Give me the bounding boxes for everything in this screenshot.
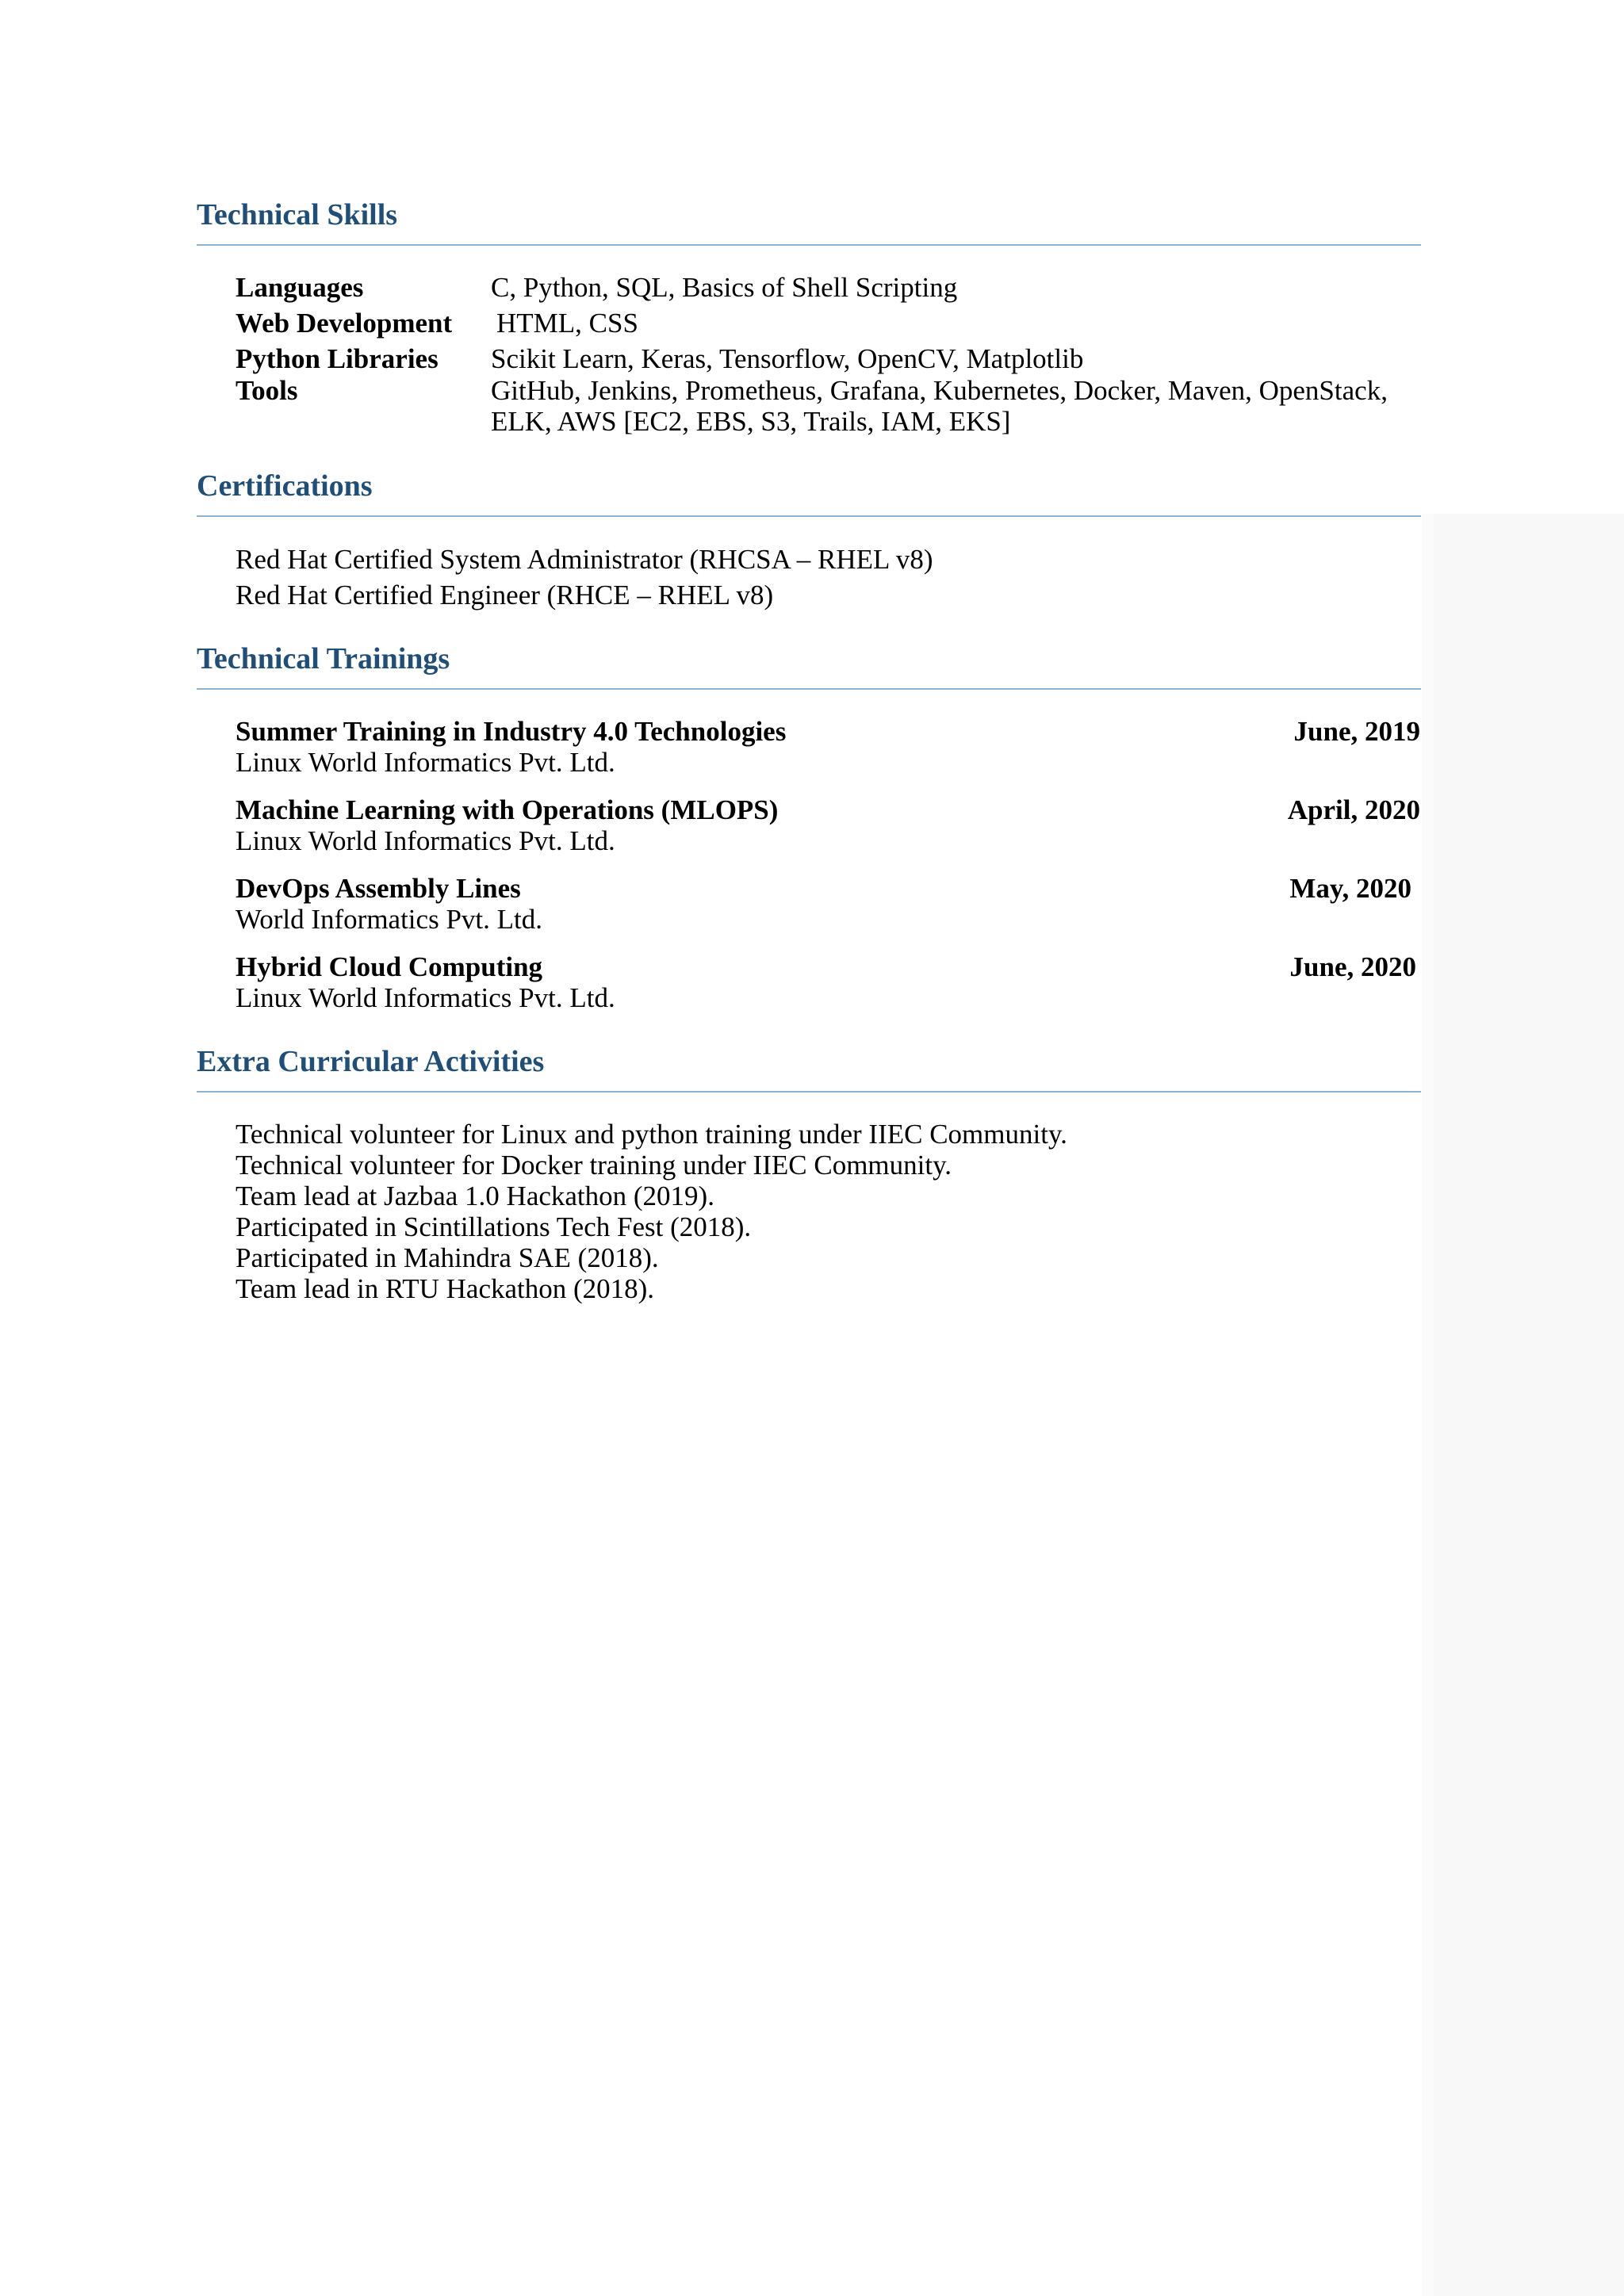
training-title: DevOps Assembly Lines [236,873,521,904]
skill-label-tools: Tools [236,375,298,406]
activity-item: Technical volunteer for Docker training under IIEC Community. [236,1150,952,1181]
activity-item: Team lead in RTU Hackathon (2018). [236,1273,655,1304]
skill-label-web-development: Web Development [236,308,453,339]
training-date: April, 2020 [1287,794,1420,825]
training-title: Hybrid Cloud Computing [236,951,543,982]
skill-value-web-development: HTML, CSS [496,308,638,339]
skill-value-tools-continued: ELK, AWS [EC2, EBS, S3, Trails, IAM, EKS] [491,406,1011,437]
training-date: May, 2020 [1289,873,1411,904]
training-date: June, 2019 [1293,716,1420,747]
skill-value-tools: GitHub, Jenkins, Prometheus, Grafana, Kubernetes, Docker, Maven, OpenStack, [491,375,1388,406]
certification-item: Red Hat Certified System Administrator (RHCSA – RHEL v8) [236,544,933,575]
skill-label-python-libraries: Python Libraries [236,343,439,374]
training-organization: Linux World Informatics Pvt. Ltd. [236,825,615,856]
section-divider [197,688,1421,690]
training-organization: World Informatics Pvt. Ltd. [236,904,542,935]
section-title-technical-skills: Technical Skills [197,198,398,232]
activity-item: Team lead at Jazbaa 1.0 Hackathon (2019). [236,1181,714,1211]
section-title-technical-trainings: Technical Trainings [197,642,450,675]
training-title: Summer Training in Industry 4.0 Technologies [236,716,787,747]
page-shade-inner [1434,514,1624,2296]
skill-value-python-libraries: Scikit Learn, Keras, Tensorflow, OpenCV, Matplotlib [491,343,1084,374]
section-divider [197,244,1421,246]
activity-item: Technical volunteer for Linux and python training under IIEC Community. [236,1119,1067,1150]
training-organization: Linux World Informatics Pvt. Ltd. [236,982,615,1013]
training-organization: Linux World Informatics Pvt. Ltd. [236,747,615,778]
skill-value-languages: C, Python, SQL, Basics of Shell Scripting [491,272,958,303]
training-date: June, 2020 [1289,951,1416,982]
skill-label-languages: Languages [236,272,364,303]
section-divider [197,1091,1421,1093]
training-title: Machine Learning with Operations (MLOPS) [236,794,779,825]
section-divider [197,515,1421,517]
certification-item: Red Hat Certified Engineer (RHCE – RHEL v8) [236,580,774,610]
activity-item: Participated in Scintillations Tech Fest (2018). [236,1211,752,1242]
activity-item: Participated in Mahindra SAE (2018). [236,1242,659,1273]
section-title-extra-curricular: Extra Curricular Activities [197,1045,545,1078]
section-title-certifications: Certifications [197,469,373,503]
